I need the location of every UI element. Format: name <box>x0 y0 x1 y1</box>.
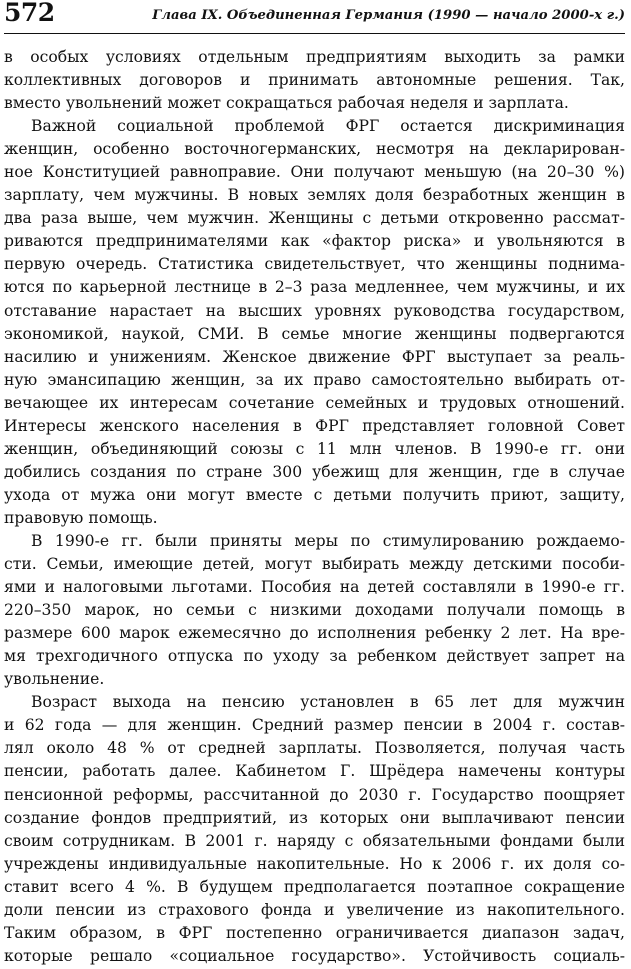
text-line: первую очередь. Статистика свидетельствует, что женщины поднима- <box>4 255 625 274</box>
paragraph <box>4 46 625 115</box>
text-line: два раза выше, чем мужчин. Женщины с детьми откровенно рассмат- <box>4 209 625 228</box>
running-head: Глава IX. Объединенная Германия (1990 — начало 2000-х г.) <box>152 8 625 23</box>
text-line: коллективных договоров и принимать автономные решения. Так, <box>4 71 625 90</box>
text-line: экономикой, наукой, СМИ. В семье многие женщины подвергаются <box>4 324 625 343</box>
text-line: в особых условиях отдельным предприятиям выходить за рамки <box>4 48 625 66</box>
page-number: 572 <box>4 0 55 27</box>
text-line: своим сотрудникам. В 2001 г. наряду с обязательными фондами были <box>4 831 625 850</box>
text-line: сти. Семьи, имеющие детей, могут выбирать между детскими пособи- <box>4 555 625 574</box>
text-line: вместо увольнений может сокращаться рабочая неделя и зарплата. <box>4 94 569 113</box>
text-line: учреждены индивидуальные накопительные. Но к 2006 г. их доля со- <box>4 854 625 873</box>
text-line: ются по карьерной лестнице в 2–3 раза медленнее, чем мужчины, и их <box>4 278 625 297</box>
text-line: ное Конституцией равноправие. Они получают меньшую (на 20–30 %) <box>4 163 625 182</box>
text-line: зарплату, чем мужчины. В новых землях доля безработных женщин в <box>4 186 625 205</box>
text-line: риваются предпринимателями как «фактор риска» и увольняются в <box>4 232 625 251</box>
text-line: доли пенсии из страхового фонда и увеличение из накопительного. <box>4 900 625 919</box>
paragraph <box>4 115 625 530</box>
text-line: насилию и унижениям. Женское движение ФРГ выступает за реаль- <box>4 347 625 366</box>
text-line: добились создания по стране 300 убежищ для женщин, где в случае <box>4 462 625 481</box>
text-line: Таким образом, в ФРГ постепенно ограничивается диапазон задач, <box>4 923 625 942</box>
text-line: лял около 48 % от средней зарплаты. Позволяется, получая часть <box>4 739 625 758</box>
body-text <box>4 46 625 968</box>
text-line: правовую помощь. <box>4 508 158 527</box>
text-line: ную эмансипацию женщин, за их право самостоятельно выбирать от- <box>4 370 625 389</box>
text-line: В 1990-е гг. были приняты меры по стимулированию рождаемо- <box>31 531 625 550</box>
text-line: мя трехгодичного отпуска по уходу за ребенком действует запрет на <box>4 647 625 666</box>
text-line: вечающее их интересам сочетание семейных и трудовых отношений. <box>4 393 625 412</box>
text-line: женщин, особенно восточногерманских, несмотря на декларирован- <box>4 140 625 159</box>
text-line: размере 600 марок ежемесячно до исполнения ребенку 2 лет. На вре- <box>4 624 625 643</box>
text-line: и 62 года — для женщин. Средний размер пенсии в 2004 г. состав- <box>4 716 625 735</box>
text-line: увольнение. <box>4 670 105 689</box>
page-header <box>4 0 625 34</box>
text-line: пенсии, работать далее. Кабинетом Г. Шрёдера намечены контуры <box>4 762 625 781</box>
text-line: создание фондов предприятий, из которых они выплачивают пенсии <box>4 808 625 827</box>
text-line: Интересы женского населения в ФРГ представляет головной Совет <box>4 416 625 435</box>
paragraph <box>4 691 625 968</box>
text-line: женщин, объединяющий союзы с 11 млн членов. В 1990-е гг. они <box>4 439 625 458</box>
text-line: ями и налоговыми льготами. Пособия на детей составляли в 1990-е гг. <box>4 578 625 597</box>
text-line: пенсионной реформы, рассчитанной до 2030 г. Государство поощряет <box>4 785 625 804</box>
text-line: ухода от мужа они могут вместе с детьми получить приют, защиту, <box>4 485 625 504</box>
text-line: 220–350 марок, но семьи с низкими доходами получали помощь в <box>4 601 625 620</box>
text-line: Важной социальной проблемой ФРГ остается дискриминация <box>31 117 625 136</box>
paragraph <box>4 530 625 691</box>
text-line: которые решало «социальное государство». Устойчивость социаль- <box>4 946 625 965</box>
text-line: отставание нарастает на высших уровнях руководства государством, <box>4 301 625 320</box>
text-line: Возраст выхода на пенсию установлен в 65 лет для мужчин <box>31 693 625 712</box>
text-line: ставит всего 4 %. В будущем предполагается поэтапное сокращение <box>4 877 625 896</box>
